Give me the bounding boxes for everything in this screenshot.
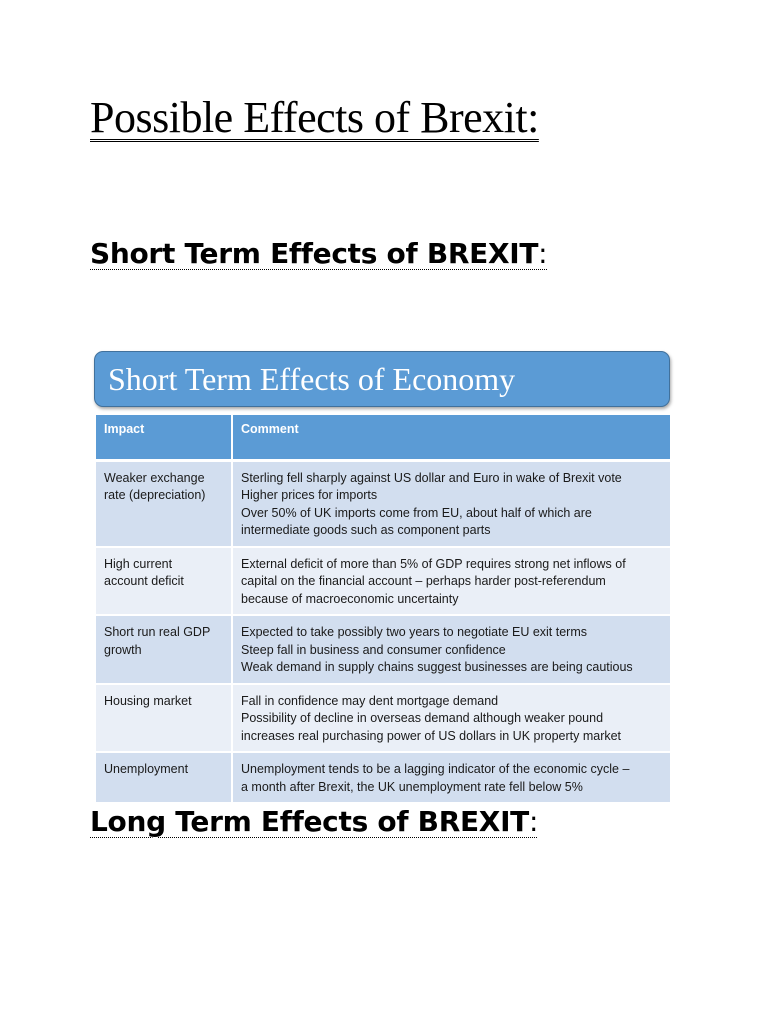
comment-text-line: increases real purchasing power of US dollars in UK property market — [241, 728, 622, 743]
impact-text-line: Weaker exchange — [104, 470, 205, 485]
long-term-heading — [90, 806, 538, 838]
comment-text-line: Unemployment tends to be a lagging indicator of the economic cycle – — [241, 762, 630, 776]
impact-text-line: rate (depreciation) — [104, 488, 206, 502]
effects-table — [96, 415, 670, 802]
table-row — [96, 547, 670, 616]
comment-text-line: Expected to take possibly two years to negotiate EU exit terms — [241, 625, 588, 639]
comment-text-line: Sterling fell sharply against US dollar and Euro in wake of Brexit vote — [241, 470, 622, 485]
table-header-row — [96, 415, 670, 460]
comment-text-line: Over 50% of UK imports come from EU, about half of which are — [241, 505, 592, 520]
comment-text-line: Steep fall in business and consumer confidence — [241, 642, 506, 657]
impact-text-line: Housing market — [104, 693, 192, 708]
long-term-heading-text: Long Term Effects of BREXIT — [90, 805, 529, 838]
comment-text-line: because of macroeconomic uncertainty — [241, 591, 459, 606]
short-term-effects-figure — [94, 351, 670, 795]
cell-comment — [232, 615, 670, 684]
column-header-impact: Impact — [96, 415, 232, 460]
short-term-heading-colon: : — [538, 237, 548, 270]
cell-comment — [232, 547, 670, 616]
comment-text-line: Possibility of decline in overseas demand although weaker pound — [241, 711, 604, 725]
cell-comment — [232, 752, 670, 802]
comment-text-line: External deficit of more than 5% of GDP requires strong net inflows of — [241, 556, 626, 571]
figure-banner — [94, 351, 670, 407]
comment-text-line: intermediate goods such as component parts — [241, 523, 491, 537]
table-row — [96, 684, 670, 753]
impact-text-line: account deficit — [104, 574, 184, 588]
document-title: Possible Effects of Brexit: — [90, 93, 539, 142]
cell-impact — [96, 547, 232, 616]
cell-comment — [232, 684, 670, 753]
comment-text-line: Higher prices for imports — [241, 488, 378, 502]
short-term-heading — [90, 238, 547, 270]
impact-text-line: High current — [104, 556, 173, 571]
impact-text-line: Unemployment — [104, 762, 189, 776]
cell-impact — [96, 684, 232, 753]
impact-text-line: growth — [104, 642, 142, 657]
table-row — [96, 615, 670, 684]
impact-text-line: Short run real GDP — [104, 625, 211, 639]
short-term-heading-text: Short Term Effects of BREXIT — [90, 237, 539, 270]
column-header-comment: Comment — [232, 415, 670, 460]
table-row — [96, 460, 670, 547]
comment-text-line: capital on the financial account – perhaps harder post-referendum — [241, 574, 606, 588]
comment-text-line: Fall in confidence may dent mortgage demand — [241, 693, 499, 708]
cell-comment — [232, 460, 670, 547]
table-body — [96, 460, 670, 802]
figure-banner-title: Short Term Effects of Economy — [108, 361, 516, 397]
cell-impact — [96, 615, 232, 684]
table-row — [96, 752, 670, 802]
long-term-heading-colon: : — [528, 805, 539, 838]
cell-impact — [96, 752, 232, 802]
cell-impact — [96, 460, 232, 547]
comment-text-line: a month after Brexit, the UK unemployment rate fell below 5% — [241, 779, 583, 794]
comment-text-line: Weak demand in supply chains suggest businesses are being cautious — [241, 660, 633, 674]
